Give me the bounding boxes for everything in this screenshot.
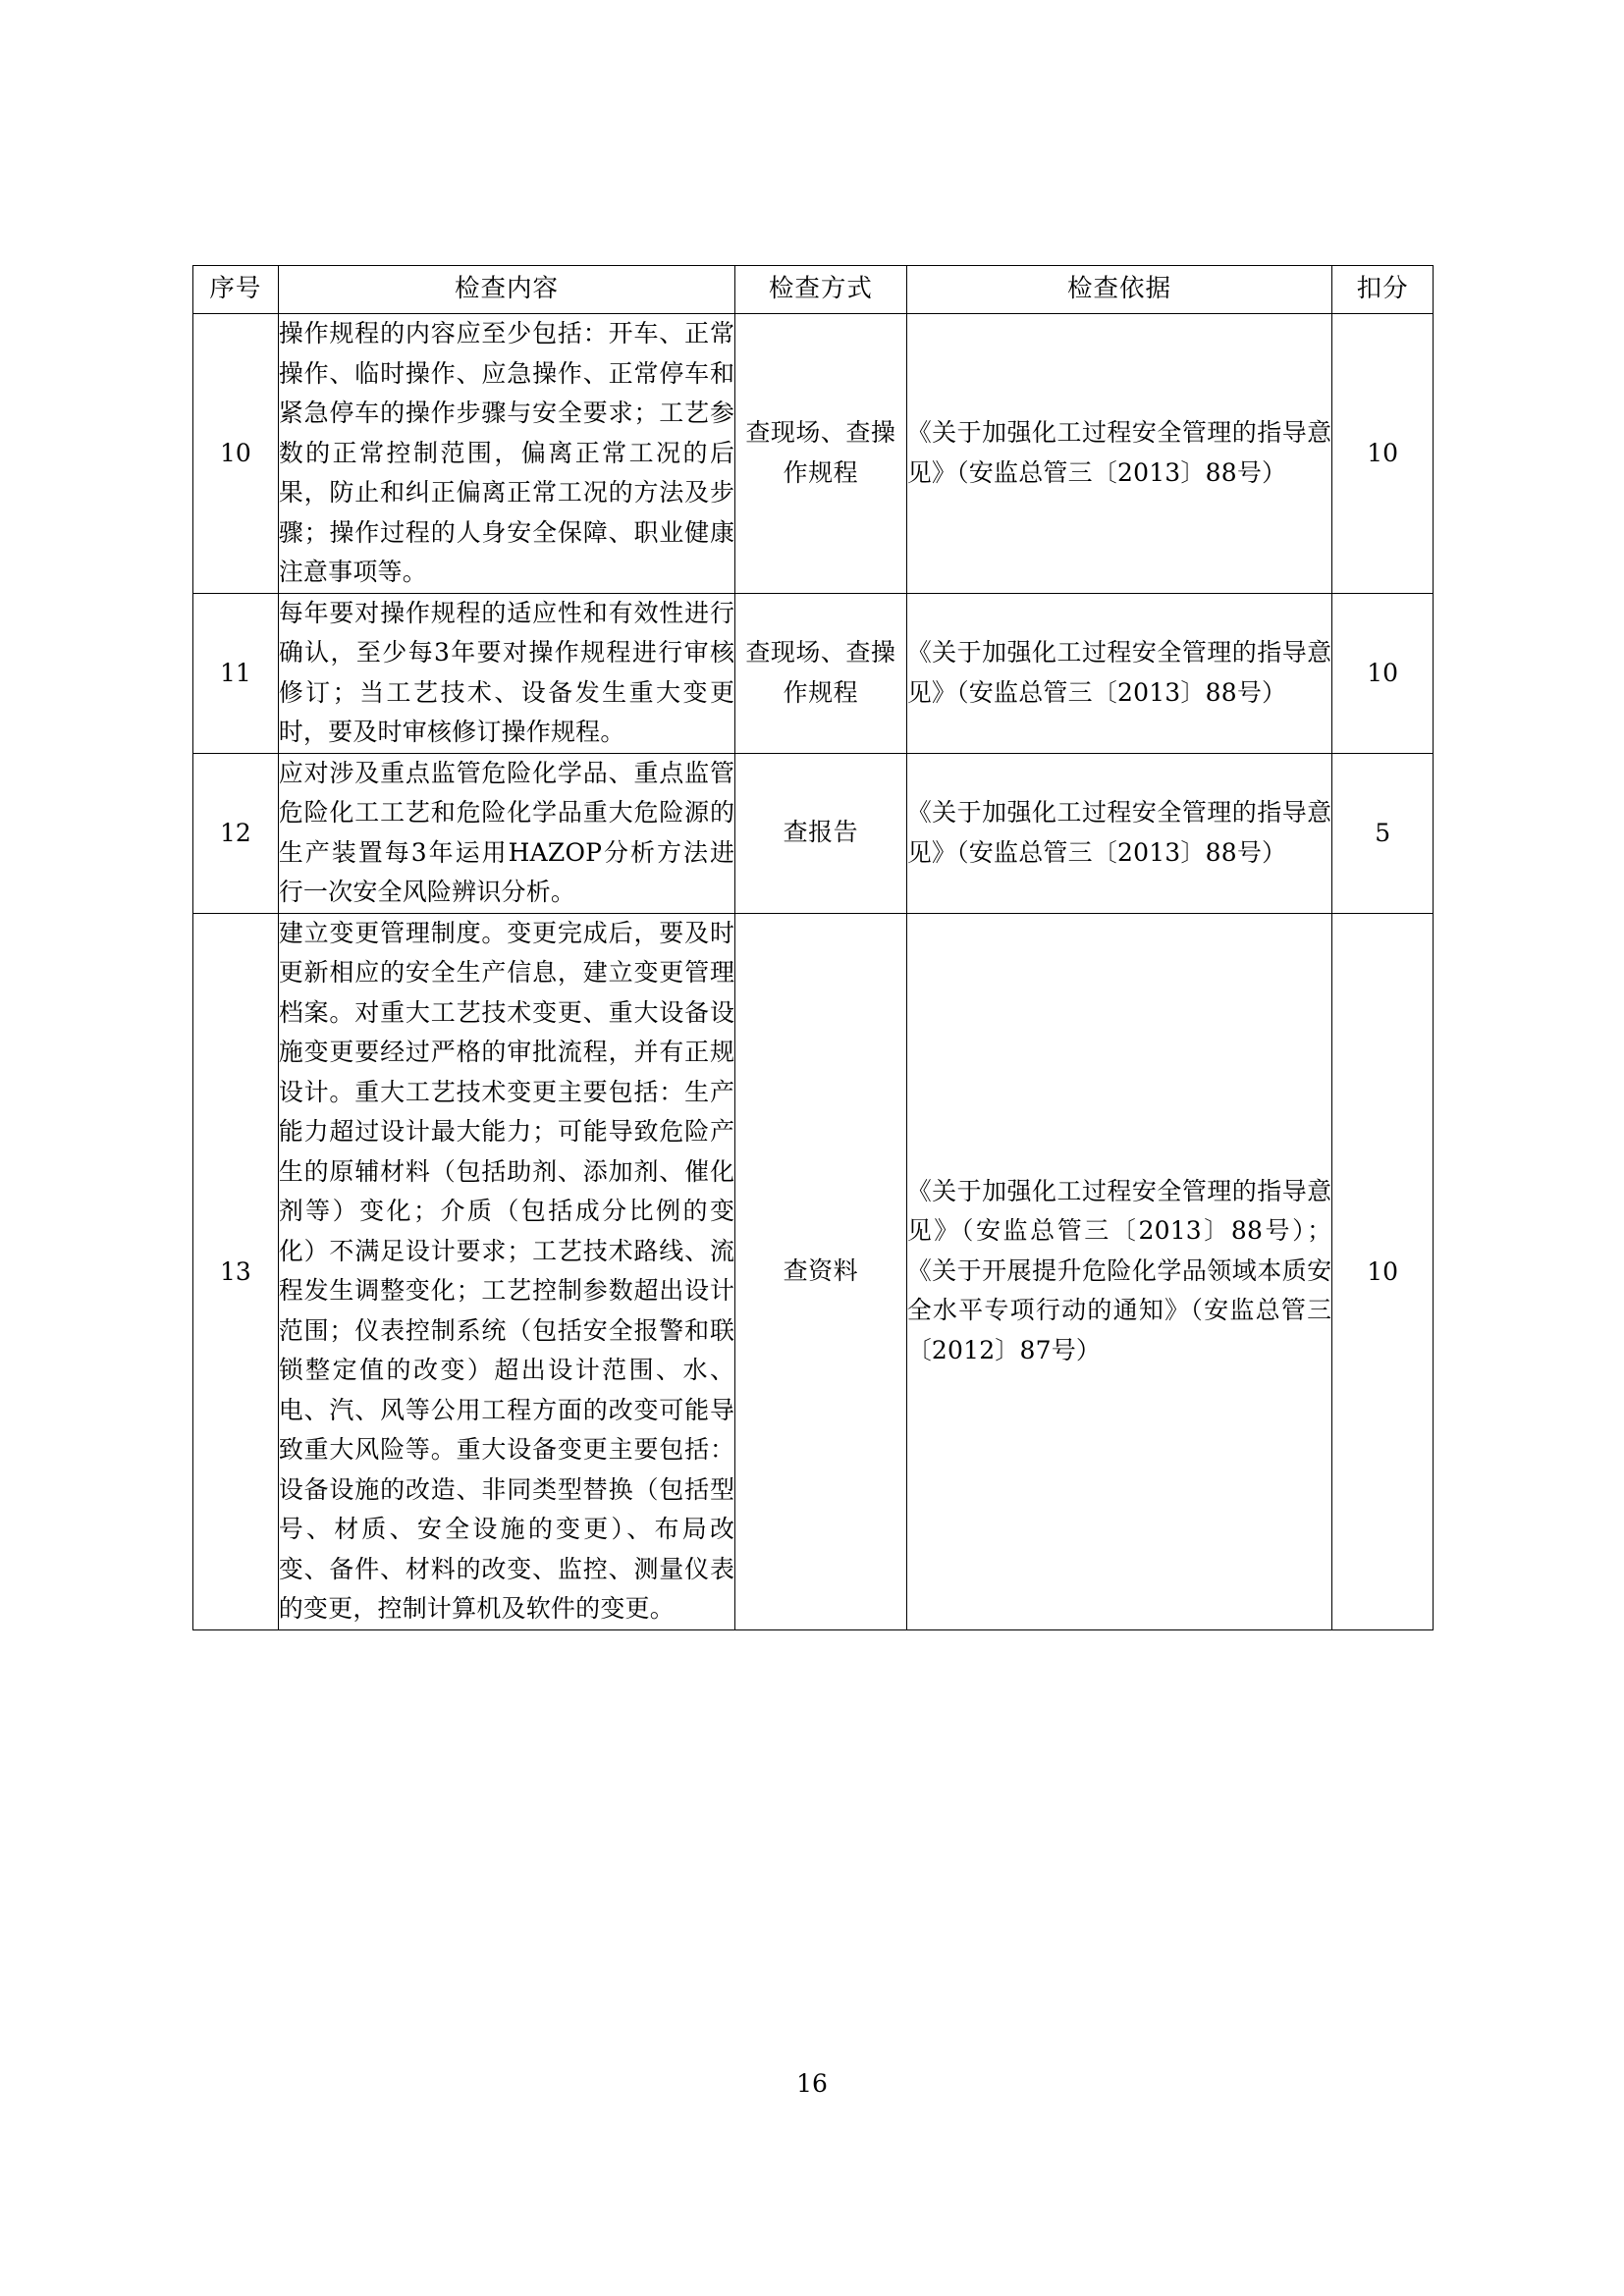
row-content: 建立变更管理制度。变更完成后，要及时更新相应的安全生产信息，建立变更管理档案。对重大工艺技术变更、重大设备设施变更要经过严格的审批流程，并有正规设计。重大工艺技术变更主要包括：生产能力超过设计最大能力；可能导致危险产生的原辅材料（包括助剂、添加剂、催化剂等）变化；介质（包括成分比例的变化）不满足设计要求；工艺技术路线、流程发生调整变化；工艺控制参数超出设计范围；仪表控制系统（包括安全报警和联锁整定值的改变）超出设计范围、水、电、汽、风等公用工程方面的改变可能导致重大风险等。重大设备变更主要包括：设备设施的改造、非同类型替换（包括型号、材质、安全设施的变更）、布局改变、备件、材料的改变、监控、测量仪表的变更，控制计算机及软件的变更。 [278, 913, 734, 1629]
row-content: 操作规程的内容应至少包括：开车、正常操作、临时操作、应急操作、正常停车和紧急停车的操作步骤与安全要求；工艺参数的正常控制范围，偏离正常工况的后果，防止和纠正偏离正常工况的方法及步骤；操作过程的人身安全保障、职业健康注意事项等。 [278, 314, 734, 594]
page-number: 16 [796, 2069, 828, 2098]
row-method: 查现场、查操作规程 [735, 593, 907, 753]
row-basis: 《关于加强化工过程安全管理的指导意见》（安监总管三〔2013〕88号）；《关于开展提升危险化学品领域本质安全水平专项行动的通知》（安监总管三〔2012〕87号） [906, 913, 1332, 1629]
row-score: 5 [1332, 753, 1434, 913]
table-header-row [193, 266, 1434, 314]
row-score: 10 [1332, 913, 1434, 1629]
row-method: 查资料 [735, 913, 907, 1629]
column-header-no: 序号 [193, 266, 279, 314]
column-header-basis: 检查依据 [906, 266, 1332, 314]
inspection-checklist-table [192, 265, 1434, 1630]
row-number: 12 [193, 753, 279, 913]
row-number: 11 [193, 593, 279, 753]
inspection-checklist-table-wrapper [192, 265, 1434, 1630]
column-header-method: 检查方式 [735, 266, 907, 314]
row-basis: 《关于加强化工过程安全管理的指导意见》（安监总管三〔2013〕88号） [906, 753, 1332, 913]
row-score: 10 [1332, 314, 1434, 594]
row-method: 查现场、查操作规程 [735, 314, 907, 594]
row-number: 13 [193, 913, 279, 1629]
column-header-content: 检查内容 [278, 266, 734, 314]
row-method: 查报告 [735, 753, 907, 913]
row-basis: 《关于加强化工过程安全管理的指导意见》（安监总管三〔2013〕88号） [906, 314, 1332, 594]
row-score: 10 [1332, 593, 1434, 753]
table-row [193, 593, 1434, 753]
row-content: 每年要对操作规程的适应性和有效性进行确认，至少每3年要对操作规程进行审核修订；当工艺技术、设备发生重大变更时，要及时审核修订操作规程。 [278, 593, 734, 753]
table-row [193, 314, 1434, 594]
row-basis: 《关于加强化工过程安全管理的指导意见》（安监总管三〔2013〕88号） [906, 593, 1332, 753]
table-row [193, 753, 1434, 913]
row-content: 应对涉及重点监管危险化学品、重点监管危险化工工艺和危险化学品重大危险源的生产装置每3年运用HAZOP分析方法进行一次安全风险辨识分析。 [278, 753, 734, 913]
column-header-score: 扣分 [1332, 266, 1434, 314]
table-row [193, 913, 1434, 1629]
row-number: 10 [193, 314, 279, 594]
